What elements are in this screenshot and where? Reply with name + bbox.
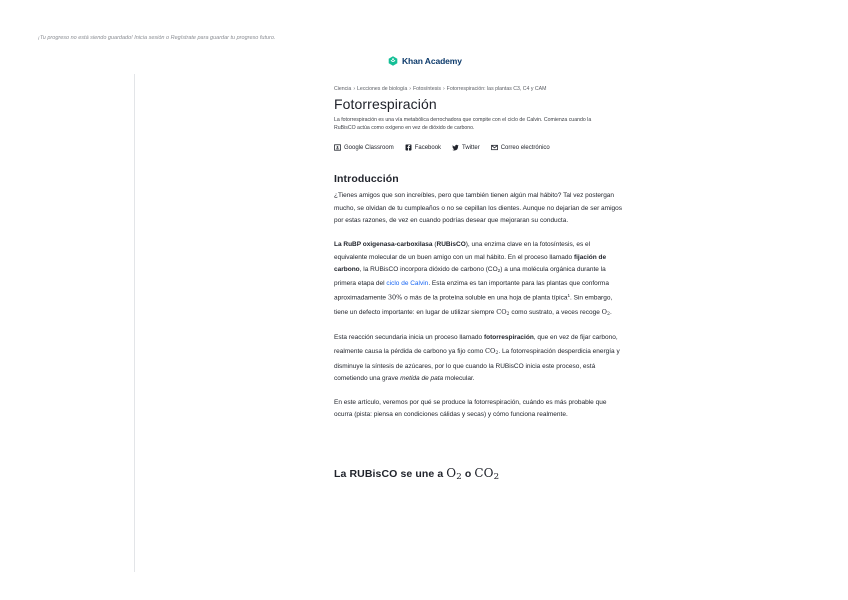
text: . Esta enzima es tan importante para las plantas que conforma aproximadamente [334,279,609,302]
intro-paragraph-4: En este artículo, veremos por qué se produce la fotorrespiración, cuándo es más probable que ocurra (pista: piensa en condiciones cálidas y secas) y cómo funciona realmente. [334,398,607,419]
breadcrumb-separator: › [353,86,356,92]
twitter-icon [452,144,459,151]
article-subtitle: La fotorrespiración es una vía metabólica derrochadora que compite con el ciclo de Calvin. Comienza cuando la RuBisCO actúa como oxígeno en vez de dióxido de carbono. [334,117,592,132]
math-text: O [446,466,457,480]
term-rubp: La RuBP oxigenasa-carboxilasa [334,240,433,248]
text: o más de la proteína soluble en una hoja de planta típica [402,294,568,302]
breadcrumb-separator: › [409,86,411,92]
footnote-ref[interactable]: 1 [567,293,570,299]
heading-text: o [464,468,472,480]
text: ( [432,240,437,248]
subscript: 2 [497,268,501,274]
italic-phrase: metida de pata [400,375,444,383]
breadcrumb-item[interactable]: Lecciones de biología [357,86,408,92]
text: . [609,308,612,316]
intro-paragraph-2 [334,239,622,321]
share-facebook-button[interactable] [405,144,441,151]
share-twitter-button[interactable] [452,144,480,151]
term-rubisco: RUBisCO [436,240,466,248]
share-google-classroom-button[interactable] [334,144,394,151]
brand-name: Khan Academy [402,56,462,66]
intro-paragraph-1: ¿Tienes amigos que son increíbles, pero que también tienen algún mal hábito? Tal vez postergan mucho, se olvidan de tu cumpleaños o no se cepillan los dientes. Aunque no dejarían de ser amigos por estas razones, de vez en cuando podrías desear que mejoraran su conducta. [334,192,622,225]
math-co2 [496,308,509,316]
heading-text: La RUBisCO se une a [334,468,444,480]
breadcrumb-item[interactable]: Ciencia [334,86,352,92]
breadcrumb-item[interactable]: Fotorrespiración: las plantas C3, C4 y CAM [446,86,547,92]
text: como sustrato, a veces recoge [509,308,602,316]
math-text: CO [496,307,507,316]
text: Esta reacción secundaria inicia un proceso llamado [334,334,484,342]
intro-paragraph-3 [334,332,622,386]
page-title: Fotorrespiración [334,96,437,112]
term-fijacion: fijación de carbono [334,253,607,274]
text: , que en vez de fijar carbono, realmente causa la pérdida de carbono ya fijo como [334,334,618,355]
text: molecular. [443,375,475,383]
subscript: 2 [456,472,462,483]
google-classroom-icon [334,144,341,151]
facebook-icon [405,144,412,151]
link-ciclo-de-calvin[interactable]: ciclo de Calvin [386,279,429,287]
breadcrumb-separator: › [442,86,445,92]
math-o2 [446,466,462,482]
progress-not-saved-notice: ¡Tu progreso no está siendo guardado! Inicia sesión o Regístrate para guardar tu progreso futuro. [38,35,276,41]
sidebar-divider [134,74,135,572]
math-co2 [485,347,498,355]
breadcrumb-item[interactable]: Fotosíntesis [412,86,441,92]
section-heading-rubisco [334,466,624,482]
article [334,86,624,482]
khan-logo-icon [388,56,398,66]
text: ) a una molécula orgánica durante la primera etapa del [334,266,606,287]
text: . Sin embargo, tiene un defecto importante: en lugar de utilizar siempre [334,294,613,316]
text: ), una enzima clave en la fotosíntesis, es el equivalente molecular de un buen amigo con un mal hábito. En el proceso llamado [334,240,591,261]
subscript: 2 [493,472,500,483]
subscript: 2 [506,311,510,317]
text: . La fotorrespiración desperdicia energía y disminuye la síntesis de azúcares, por lo que cuando la RUBisCO inicia este proceso, está cometiendo una grave [334,347,620,383]
math-co2 [474,466,499,482]
share-email-button[interactable] [491,144,550,151]
khan-academy-logo[interactable] [388,56,462,66]
math-percentage: 30% [387,293,403,302]
math-text: CO [474,466,494,480]
share-bar [334,144,624,151]
share-facebook-label: Facebook [414,144,442,151]
term-fotorrespiracion: fotorrespiración [483,334,534,342]
subscript: 2 [607,311,610,317]
share-email-label: Correo electrónico [500,144,550,151]
text: , la RUBisCO incorpora dióxido de carbono (CO [359,266,498,274]
share-google-classroom-label: Google Classroom [344,144,394,151]
email-icon [491,144,498,151]
section-heading-introduccion: Introducción [334,173,399,186]
share-twitter-label: Twitter [462,144,480,151]
math-o2 [602,308,610,316]
math-text: O [601,307,607,316]
breadcrumb [334,86,624,92]
subscript: 2 [495,351,499,357]
math-text: CO [485,346,496,355]
